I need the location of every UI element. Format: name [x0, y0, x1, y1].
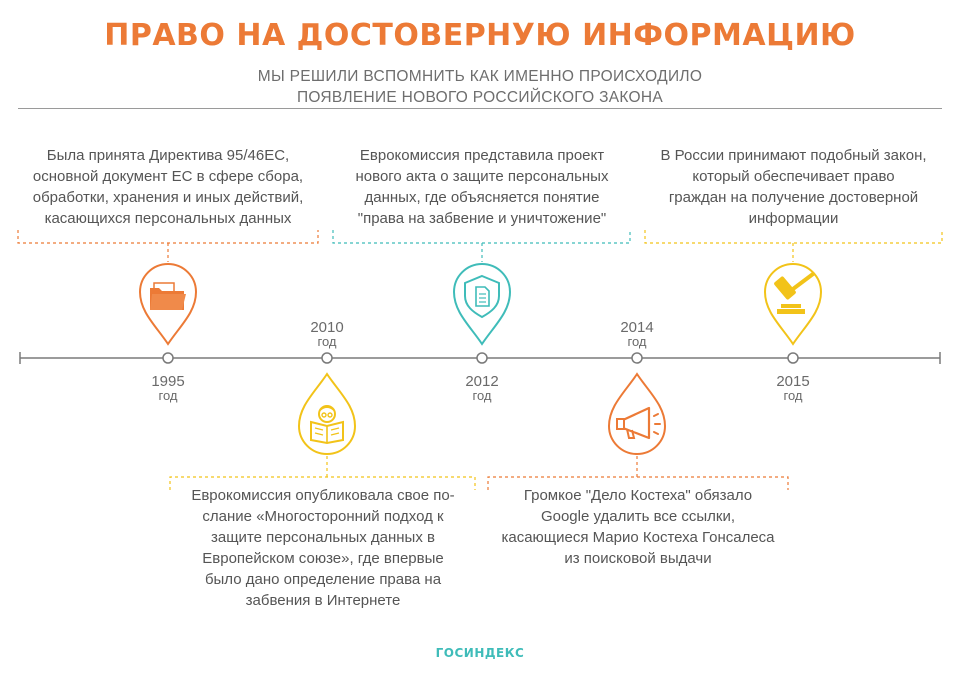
event-2014-line: Google удалить все ссылки, [540, 508, 736, 525]
event-2010-line: было дано определение права на [204, 571, 442, 588]
page-title: ПРАВО НА ДОСТОВЕРНУЮ ИНФОРМАЦИЮ [104, 18, 856, 53]
year-label-1995 [128, 375, 208, 403]
year-2015: 2015 [776, 373, 810, 390]
year-unit-2014: год [627, 334, 647, 349]
event-text-2015 [645, 145, 942, 229]
event-2015-line: информации [748, 210, 839, 227]
year-unit-1995: год [158, 388, 178, 403]
event-2010-line: Европейском союзе», где впервые [202, 550, 444, 567]
year-2012: 2012 [465, 373, 499, 390]
timeline-marker-1995 [163, 353, 173, 363]
event-2012-line: данных, где объясняется понятие [364, 189, 600, 206]
year-unit-2012: год [472, 388, 492, 403]
event-2014-line: Громкое "Дело Костеха" обязало [523, 487, 753, 504]
event-2015-line: граждан на получение достоверной [668, 189, 919, 206]
year-label-2014 [597, 321, 677, 349]
event-text-2010 [172, 485, 474, 611]
event-text-1995 [18, 145, 318, 229]
timeline-marker-2015 [788, 353, 798, 363]
event-2010-line: Еврокомиссия опубликовала свое по- [191, 487, 455, 504]
event-2012-line: Еврокомиссия представила проект [359, 147, 605, 164]
event-1995-line: основной документ ЕС в сфере сбора, [32, 168, 304, 185]
event-2014-line: касающиеся Марио Костеха Гонсалеса [501, 529, 775, 546]
year-2010: 2010 [310, 319, 344, 336]
year-label-2010 [287, 321, 367, 349]
event-1995-line: касающихся персональных данных [44, 210, 292, 227]
year-1995: 1995 [151, 373, 185, 390]
event-2010-line: забвения в Интернете [245, 592, 401, 609]
event-text-2014 [488, 485, 788, 569]
event-2015-line: В России принимают подобный закон, [660, 147, 927, 164]
year-label-2015 [753, 375, 833, 403]
event-2014-line: из поисковой выдачи [564, 550, 712, 567]
subtitle-line-2: ПОЯВЛЕНИЕ НОВОГО РОССИЙСКОГО ЗАКОНА [296, 89, 664, 106]
event-2012-line: нового акта о защите персональных [355, 168, 609, 185]
year-label-2012 [442, 375, 522, 403]
subtitle-line-1: МЫ РЕШИЛИ ВСПОМНИТЬ КАК ИМЕННО ПРОИСХОДИЛО [257, 68, 703, 85]
timeline-marker-2014 [632, 353, 642, 363]
event-text-2012 [333, 145, 631, 229]
event-1995-line: обработки, хранения и иных действий, [32, 189, 304, 206]
event-2012-line: "права на забвение и уничтожение" [357, 210, 607, 227]
year-2014: 2014 [620, 319, 654, 336]
timeline-marker-2010 [322, 353, 332, 363]
event-2010-line: слание «Многосторонний подход к [202, 508, 444, 525]
event-2015-line: который обеспечивает право [692, 168, 895, 185]
connector-1995 [18, 230, 318, 262]
year-unit-2015: год [783, 388, 803, 403]
connector-2015 [645, 230, 942, 262]
gosindex-logo: ГОСИНДЕКС [435, 646, 525, 660]
event-1995-line: Была принята Директива 95/46ЕС, [46, 147, 290, 164]
event-2010-line: защите персональных данных в [211, 529, 435, 546]
connector-2012 [333, 230, 630, 262]
timeline-marker-2012 [477, 353, 487, 363]
year-unit-2010: год [317, 334, 337, 349]
